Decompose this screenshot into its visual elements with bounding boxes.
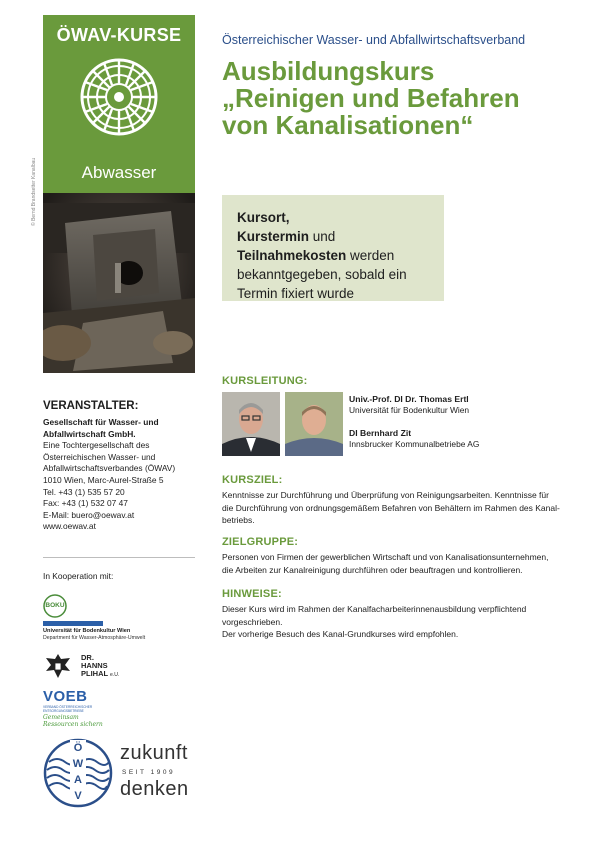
- fax: Fax: +43 (1) 532 07 47: [43, 498, 128, 509]
- seal-letter: V: [74, 790, 82, 802]
- portrait-ertl: [222, 392, 280, 456]
- kursleitung-heading: KURSLEITUNG:: [222, 375, 308, 387]
- zielgruppe-heading: ZIELGRUPPE:: [222, 536, 299, 548]
- info-kursort: Kursort,: [237, 210, 290, 225]
- info-kurstermin: Kurstermin: [237, 229, 310, 244]
- boku-logo: [43, 594, 203, 644]
- info-box: [222, 195, 444, 301]
- person-name-zit: DI Bernhard Zit: [349, 428, 412, 438]
- text-line: die Durchführung von ordnungsgemäßem Befahren von Behältern im Rahmen des Kanal-: [222, 502, 560, 513]
- title-line: von Kanalisationen“: [222, 110, 474, 140]
- seal-letters: [70, 740, 86, 804]
- info-line: Termin fixiert wurde: [237, 286, 355, 301]
- info-werden: werden: [346, 248, 395, 263]
- organization-name: Österreichischer Wasser- und Abfallwirtschaftsverband: [222, 33, 526, 47]
- text-line: Der vorherige Besuch des Kanal-Grundkurses wird empfohlen.: [222, 629, 459, 639]
- text-line: Ressourcen sichern: [43, 720, 103, 728]
- veranstalter-details: [43, 417, 203, 533]
- divider: [43, 557, 195, 558]
- website-link[interactable]: www.oewav.at: [43, 521, 96, 532]
- voeb-slogan: [43, 715, 103, 728]
- plihal-name: [81, 654, 119, 679]
- info-und: und: [309, 229, 336, 244]
- text-line: Gesellschaft für Wasser- und: [43, 417, 159, 427]
- course-banner: [43, 15, 195, 193]
- text-line: DR.: [81, 653, 94, 662]
- boku-badge-text: BOKU: [45, 602, 65, 609]
- kooperation-label: In Kooperation mit:: [43, 571, 114, 581]
- phone: Tel. +43 (1) 535 57 20: [43, 486, 125, 497]
- text-line: Abfallwirtschaftsverbandes (ÖWAV): [43, 463, 176, 474]
- hinweise-text: [222, 603, 592, 641]
- seal-letter: W: [72, 758, 84, 770]
- portrait-zit: [285, 392, 343, 456]
- text-line: HANNS: [81, 661, 108, 670]
- text-line: Österreichischen Wasser- und: [43, 451, 156, 462]
- manhole-cover-icon: [79, 57, 159, 137]
- banner-title: ÖWAV-KURSE: [56, 25, 182, 45]
- boku-name: Universität für Bodenkultur Wien: [43, 628, 131, 634]
- person-org-ertl: Universität für Bodenkultur Wien: [349, 405, 470, 415]
- course-title: [222, 58, 582, 139]
- text-line: Gemeinsam: [43, 714, 79, 721]
- seal-letter: Ö: [73, 742, 83, 754]
- kursziel-text: [222, 489, 592, 527]
- text-line: betriebs.: [222, 515, 255, 525]
- text-line: PLIHAL: [81, 669, 108, 678]
- zukunft-text: zukunft: [120, 742, 188, 764]
- denken-text: denken: [120, 778, 189, 800]
- title-line: „Reinigen und Befahren: [222, 83, 520, 113]
- info-line: bekanntgegeben, sobald ein: [237, 267, 407, 282]
- title-line: Ausbildungskurs: [222, 56, 435, 86]
- photo-credit: © Bernd Brandsetter Kanalbau: [31, 157, 37, 226]
- text-line: Eine Tochtergesellschaft des: [43, 440, 150, 451]
- voeb-wordmark: VOEB: [43, 688, 88, 705]
- seal-letter: A: [74, 774, 82, 786]
- zielgruppe-text: [222, 551, 592, 576]
- veranstalter-heading: VERANSTALTER:: [43, 400, 139, 412]
- text-line: Personen von Firmen der gewerblichen Wirtschaft und von Kanalisationsunternehmen,: [222, 552, 549, 562]
- seit-text: SEIT 1909: [122, 769, 176, 776]
- boku-bar: [43, 621, 103, 626]
- person-org-zit: Innsbrucker Kommunalbetriebe AG: [349, 439, 480, 449]
- banner-subtitle: Abwasser: [81, 163, 157, 182]
- plihal-logo: [43, 651, 163, 683]
- info-teilnahmekosten: Teilnahmekosten: [237, 248, 347, 263]
- text-line: vorgeschrieben.: [222, 616, 283, 627]
- voeb-small: VERBAND ÖSTERREICHISCHER ENTSORGUNGSBETRIEBE: [43, 705, 93, 713]
- voeb-logo: [43, 688, 133, 730]
- text-line: Kenntnisse zur Durchführung und Überprüfung von Reinigungsarbeiten. Kenntnisse für: [222, 490, 549, 500]
- hinweise-heading: HINWEISE:: [222, 588, 282, 600]
- address: 1010 Wien, Marc-Aurel-Straße 5: [43, 474, 164, 485]
- oewav-seal: [43, 738, 113, 808]
- text-line: e.U.: [110, 672, 120, 678]
- sewer-photo: [43, 193, 195, 373]
- boku-dept: Department für Wasser-Atmosphäre-Umwelt: [43, 635, 146, 641]
- email-link[interactable]: E-Mail: buero@oewav.at: [43, 509, 135, 520]
- kursziel-heading: KURSZIEL:: [222, 474, 283, 486]
- text-line: die Arbeiten zur Kanalreinigung durchführen oder beauftragen und kontrollieren.: [222, 564, 523, 575]
- eagle-icon: [43, 651, 73, 681]
- person-name-ertl: Univ.-Prof. DI Dr. Thomas Ertl: [349, 394, 469, 404]
- text-line: Dieser Kurs wird im Rahmen der Kanalfacharbeiterinnenausbildung verpflichtend: [222, 604, 527, 614]
- text-line: Abfallwirtschaft GmbH.: [43, 428, 136, 439]
